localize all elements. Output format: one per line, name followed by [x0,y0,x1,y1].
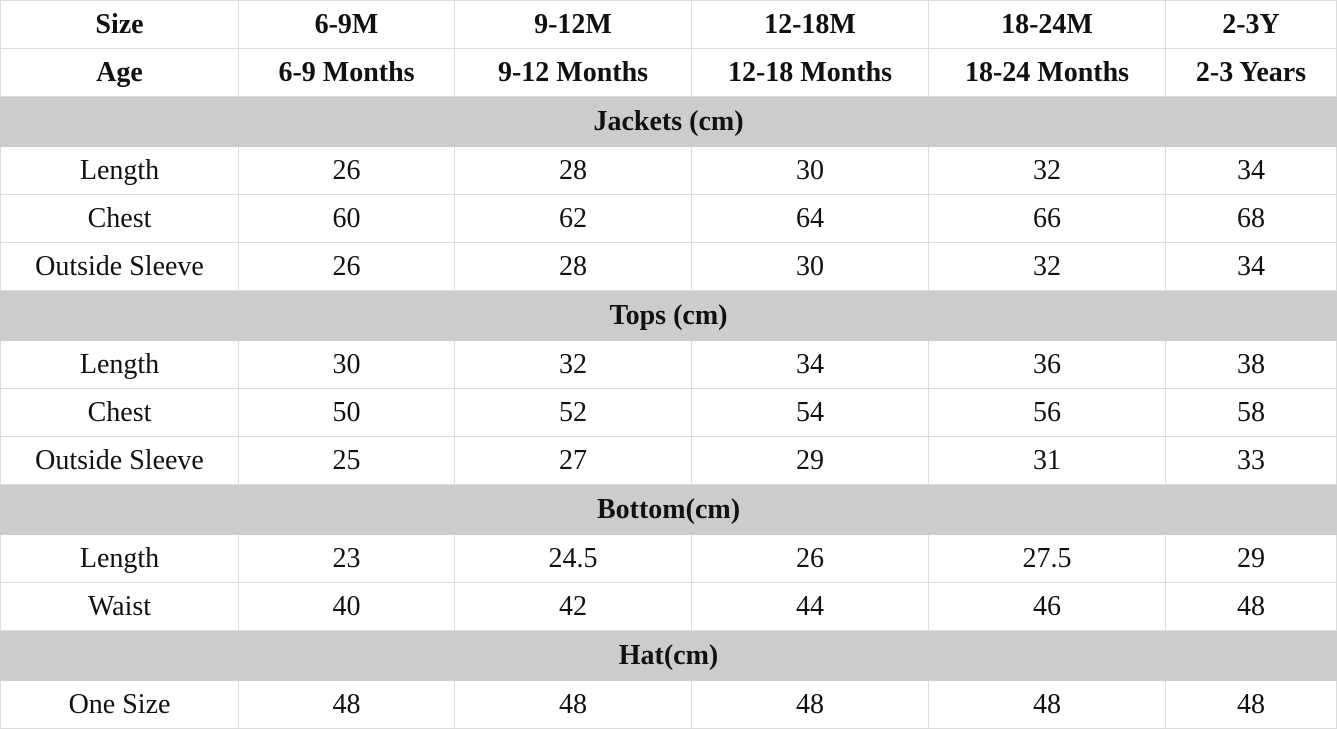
cell-value: 34 [692,341,929,389]
table-row [1,437,1337,485]
row-label: Waist [1,583,239,631]
size-value: 18-24M [929,1,1166,49]
cell-value: 68 [1166,195,1337,243]
section-title: Jackets (cm) [1,97,1337,147]
size-header-row [1,1,1337,49]
age-value: 9-12 Months [455,49,692,97]
cell-value: 34 [1166,147,1337,195]
size-value: 2-3Y [1166,1,1337,49]
size-value: 6-9M [239,1,455,49]
section-header-tops [1,291,1337,341]
size-value: 9-12M [455,1,692,49]
cell-value: 48 [692,681,929,729]
cell-value: 44 [692,583,929,631]
cell-value: 29 [1166,535,1337,583]
cell-value: 48 [455,681,692,729]
age-value: 2-3 Years [1166,49,1337,97]
cell-value: 48 [1166,583,1337,631]
cell-value: 27.5 [929,535,1166,583]
cell-value: 28 [455,243,692,291]
cell-value: 60 [239,195,455,243]
cell-value: 31 [929,437,1166,485]
row-label: Outside Sleeve [1,243,239,291]
section-header-hat [1,631,1337,681]
cell-value: 30 [692,243,929,291]
age-value: 6-9 Months [239,49,455,97]
row-label: Chest [1,195,239,243]
row-label: Chest [1,389,239,437]
cell-value: 32 [929,147,1166,195]
section-header-jackets [1,97,1337,147]
section-title: Tops (cm) [1,291,1337,341]
row-label: Length [1,535,239,583]
cell-value: 26 [239,147,455,195]
size-value: 12-18M [692,1,929,49]
cell-value: 26 [239,243,455,291]
row-label: One Size [1,681,239,729]
table-row [1,147,1337,195]
section-title: Bottom(cm) [1,485,1337,535]
cell-value: 62 [455,195,692,243]
cell-value: 33 [1166,437,1337,485]
section-title: Hat(cm) [1,631,1337,681]
size-label: Size [1,1,239,49]
cell-value: 58 [1166,389,1337,437]
cell-value: 48 [929,681,1166,729]
table-row [1,535,1337,583]
row-label: Outside Sleeve [1,437,239,485]
cell-value: 50 [239,389,455,437]
row-label: Length [1,147,239,195]
table-row [1,389,1337,437]
cell-value: 30 [692,147,929,195]
cell-value: 26 [692,535,929,583]
cell-value: 52 [455,389,692,437]
table-row [1,243,1337,291]
table-row [1,583,1337,631]
cell-value: 30 [239,341,455,389]
cell-value: 48 [1166,681,1337,729]
table-row [1,341,1337,389]
cell-value: 32 [929,243,1166,291]
cell-value: 40 [239,583,455,631]
cell-value: 27 [455,437,692,485]
cell-value: 54 [692,389,929,437]
cell-value: 25 [239,437,455,485]
cell-value: 24.5 [455,535,692,583]
cell-value: 29 [692,437,929,485]
row-label: Length [1,341,239,389]
cell-value: 46 [929,583,1166,631]
table-row [1,681,1337,729]
cell-value: 23 [239,535,455,583]
cell-value: 66 [929,195,1166,243]
cell-value: 56 [929,389,1166,437]
age-header-row [1,49,1337,97]
age-label: Age [1,49,239,97]
cell-value: 42 [455,583,692,631]
cell-value: 34 [1166,243,1337,291]
age-value: 12-18 Months [692,49,929,97]
cell-value: 38 [1166,341,1337,389]
cell-value: 64 [692,195,929,243]
cell-value: 48 [239,681,455,729]
age-value: 18-24 Months [929,49,1166,97]
cell-value: 36 [929,341,1166,389]
cell-value: 28 [455,147,692,195]
cell-value: 32 [455,341,692,389]
table-row [1,195,1337,243]
section-header-bottom [1,485,1337,535]
